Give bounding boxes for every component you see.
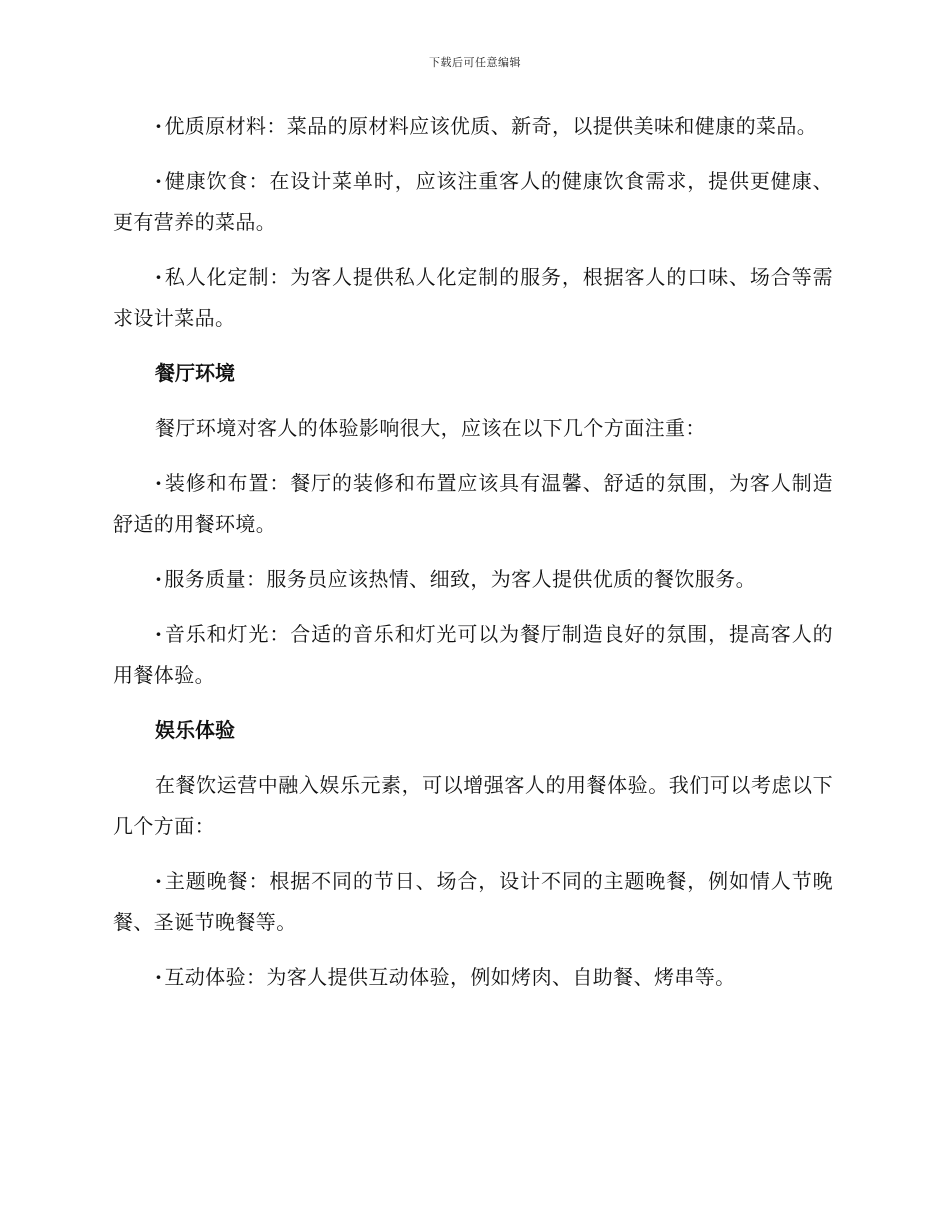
bullet-text: 服务质量：服务员应该热情、细致，为客人提供优质的餐饮服务。: [164, 567, 756, 591]
bullet-healthy-diet: [113, 161, 833, 243]
section-heading-environment: 餐厅环境: [155, 361, 235, 385]
bullet-text: 优质原材料：菜品的原材料应该优质、新奇，以提供美味和健康的菜品。: [164, 114, 818, 138]
bullet-high-quality-ingredients: [113, 106, 833, 147]
bullet-text: 装修和布置：餐厅的装修和布置应该具有温馨、舒适的氛围，为客人制造舒适的用餐环境。: [113, 471, 833, 536]
document-body: [113, 106, 833, 1012]
section-heading-entertainment: 娱乐体验: [155, 718, 235, 742]
bullet-marker: ·: [155, 471, 163, 495]
bullet-text: 主题晚餐：根据不同的节日、场合，设计不同的主题晚餐，例如情人节晚餐、圣诞节晚餐等。: [113, 869, 833, 934]
bullet-marker: ·: [155, 567, 163, 591]
bullet-themed-dinner: [113, 861, 833, 943]
section-intro-environment: 餐厅环境对客人的体验影响很大，应该在以下几个方面注重：: [155, 416, 706, 440]
bullet-interactive-experience: [113, 957, 833, 998]
bullet-marker: ·: [155, 622, 163, 646]
bullet-text: 健康饮食：在设计菜单时，应该注重客人的健康饮食需求，提供更健康、更有营养的菜品。: [113, 169, 833, 234]
page-header: 下载后可任意编辑: [429, 56, 521, 69]
bullet-marker: ·: [155, 114, 163, 138]
bullet-personal-customization: [113, 257, 833, 339]
bullet-service-quality: [113, 559, 833, 600]
bullet-marker: ·: [155, 265, 163, 289]
bullet-text: 音乐和灯光：合适的音乐和灯光可以为餐厅制造良好的氛围，提高客人的用餐体验。: [113, 622, 833, 687]
section-intro-entertainment: 在餐饮运营中融入娱乐元素，可以增强客人的用餐体验。我们可以考虑以下几个方面：: [113, 773, 833, 838]
bullet-marker: ·: [155, 169, 163, 193]
bullet-music-lighting: [113, 614, 833, 696]
bullet-marker: ·: [155, 869, 163, 893]
bullet-decoration: [113, 463, 833, 545]
bullet-marker: ·: [155, 965, 163, 989]
bullet-text: 私人化定制：为客人提供私人化定制的服务，根据客人的口味、场合等需求设计菜品。: [113, 265, 833, 330]
bullet-text: 互动体验：为客人提供互动体验，例如烤肉、自助餐、烤串等。: [164, 965, 736, 989]
